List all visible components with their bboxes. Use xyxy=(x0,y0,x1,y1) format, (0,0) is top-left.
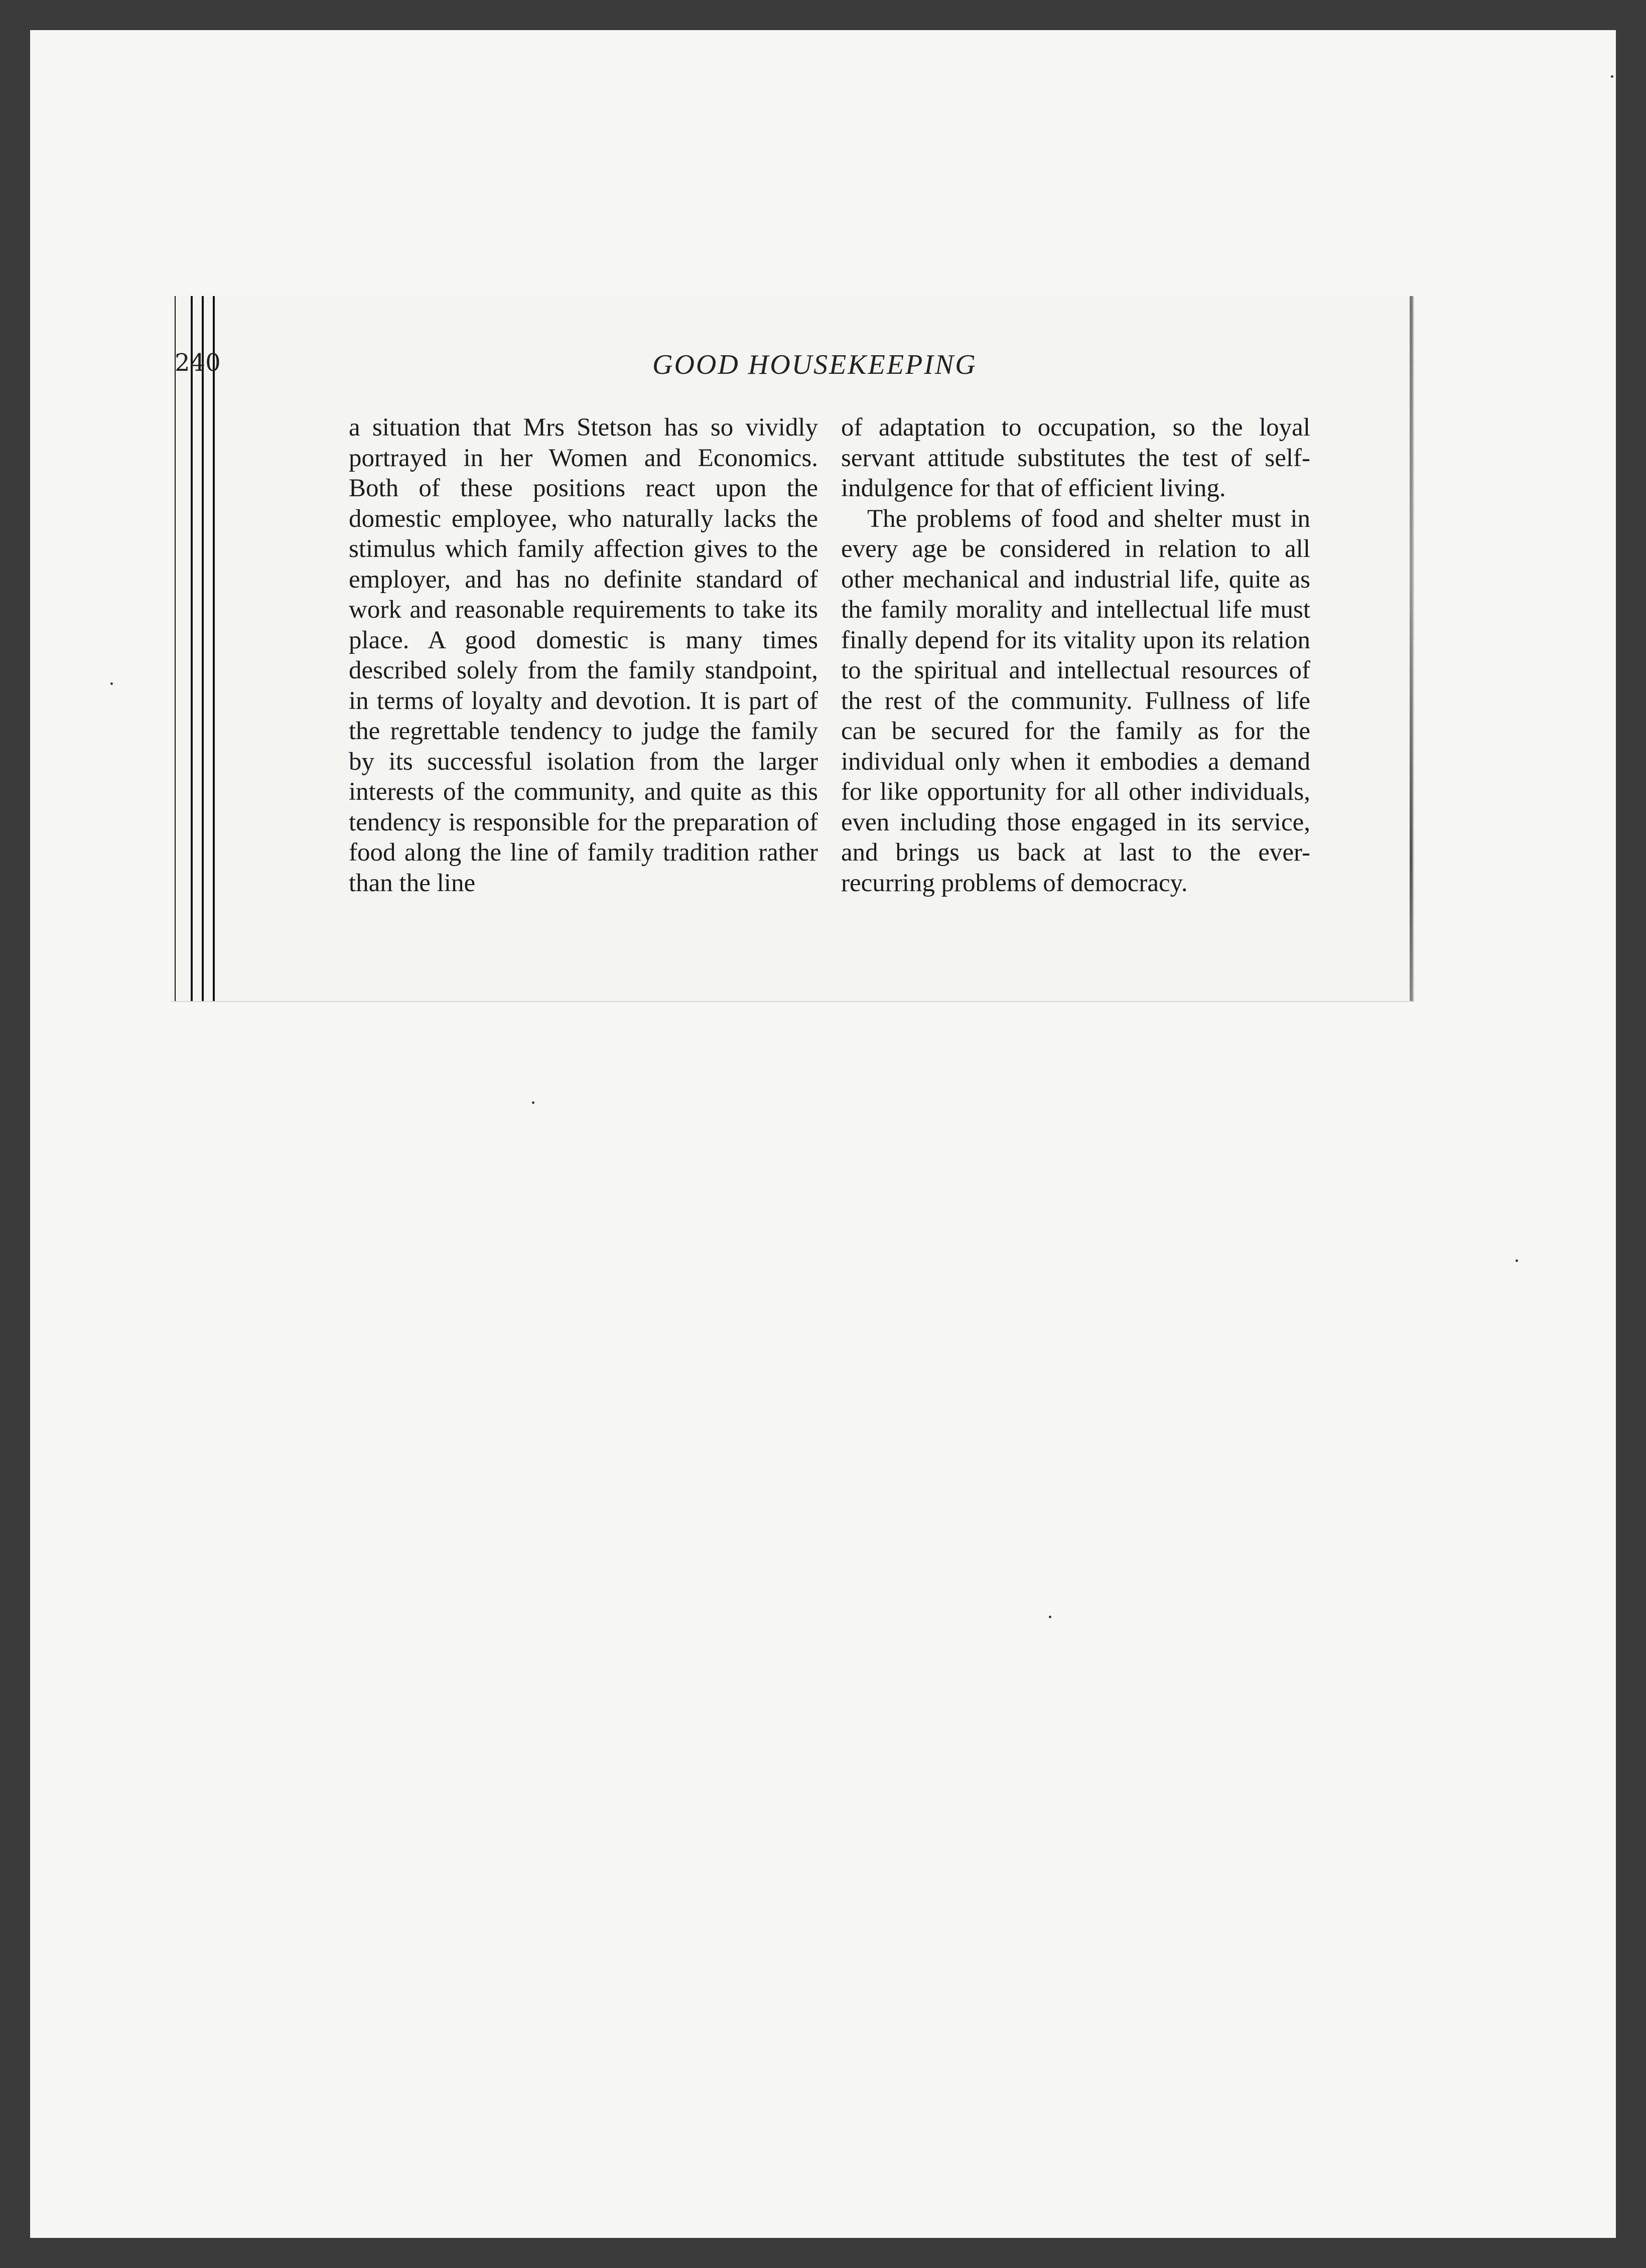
paragraph: The problems of food and shelter must in every age be considered in relation to all other mechanical and industrial life, quite as the family morality and intellectual life must finally depend for its vitality upon its relation to the spiritual and intellectual resources of the rest of the community. Fullness of life can be secured for the family as for the individual only when it embodies a demand for like opportunity for all other individuals, even including those engaged in its service, and brings us back at last to the ever-recurring problems of democracy. xyxy=(841,504,1310,897)
dust-speck xyxy=(1049,1616,1051,1618)
clipping-edge xyxy=(1410,296,1413,1001)
binding-rule xyxy=(175,296,176,1001)
paragraph: a situation that Mrs Stetson has so vividly portrayed in her Women and Economics. Both of these positions react upon the domestic employee, who naturally lacks the stimulus which family affection gives to the employer, and has no definite standard of work and reasonable requirements to take its place. A good domestic is many times described solely from the family standpoint, in terms of loyalty and devotion. It is part of the regrettable tendency to judge the family by its successful isolation from the larger interests of the community, and quite as this tendency is responsible for the preparation of food along the line of family tradition rather than the line xyxy=(349,413,818,897)
paragraph: of adaptation to occupation, so the loyal servant attitude substitutes the test of self-indulgence for that of efficient living. xyxy=(841,413,1310,502)
right-column xyxy=(841,412,1310,898)
dust-speck xyxy=(110,682,113,685)
dust-speck xyxy=(532,1101,534,1104)
page-number: 240 xyxy=(175,349,221,377)
left-column xyxy=(349,412,818,898)
running-head: GOOD HOUSEKEEPING xyxy=(652,349,977,380)
dust-speck xyxy=(1611,75,1613,78)
binding-rule xyxy=(213,296,215,1001)
binding-rule xyxy=(202,296,204,1001)
binding-rule xyxy=(191,296,193,1001)
dust-speck xyxy=(1516,1259,1518,1262)
